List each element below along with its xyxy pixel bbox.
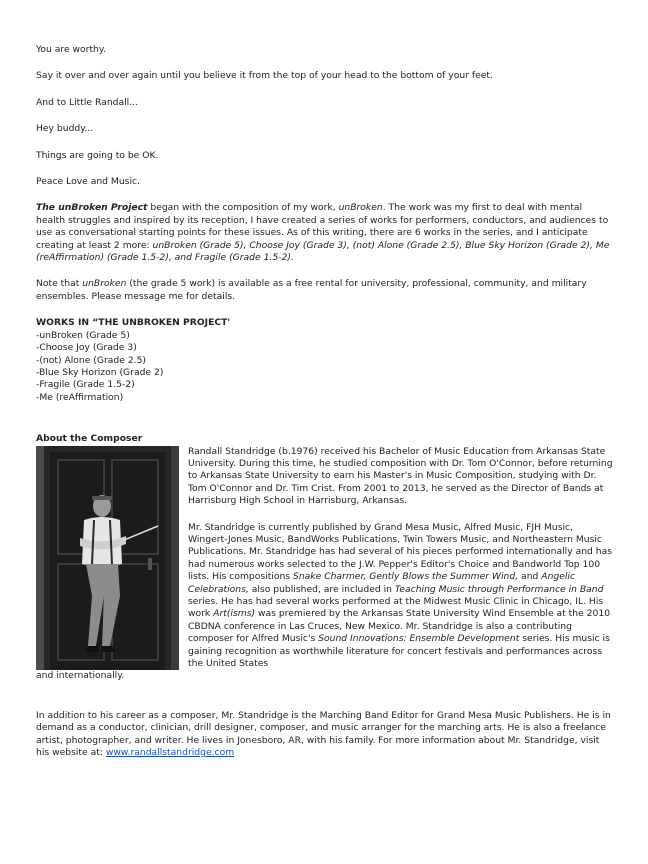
closing-paragraph: In addition to his career as a composer, Mr. Standridge is the Marching Band Editor for Grand Mesa Music Publishers. He is in demand as a conductor, clinician, drill designer, composer, and music arranger for the marching arts. He is also a freelance artist, photographer, and writer. He lives in Jonesboro, AR, with his family. For more information about Mr. Standridge, visit his website at: www.randallstandridge.com — [36, 709, 611, 759]
about-heading: About the Composer — [36, 433, 143, 445]
project-title: The unBroken Project — [36, 202, 148, 214]
composer-photo — [36, 446, 179, 670]
intro-line-3: And to Little Randall... — [36, 96, 138, 108]
about-text-column — [188, 446, 614, 671]
about-paragraph-1: Randall Standridge (b.1976) received his Bachelor of Music Education from Arkansas State University. During this time, he studied composition with Dr. Tom O'Connor, before returning to Arkansas State University to earn his Master's in Music Composition, studying with Dr. Tom O'Connor and Dr. Tim Crist. From 2001 to 2013, he served as the Director of Bands at Harrisburg High School in Harrisburg, Arkansas. — [188, 445, 613, 507]
intro-line-6: Peace Love and Music. — [36, 176, 140, 188]
intro-line-2: Say it over and over again until you believe it from the top of your head to the bottom of your feet. — [36, 70, 493, 82]
works-item: -Blue Sky Horizon (Grade 2) — [36, 366, 164, 378]
intro-line-5: Things are going to be OK. — [36, 149, 159, 161]
intro-line-1: You are worthy. — [36, 44, 106, 55]
composer-photo-image — [36, 446, 179, 670]
works-heading: WORKS IN “THE UNBROKEN PROJECT' — [36, 317, 231, 329]
about-paragraph-2: Mr. Standridge is currently published by Grand Mesa Music, Alfred Music, FJH Music, Wingert-Jones Music, BandWorks Publications, Twin Towers Music, and Northeastern Music Publications. Mr. Standridge has had several of his pieces performed internationally and has had numerous works selected to the J.W. Pepper's Editor's Choice and Bandworld Top 100 lists. His compositions Snake Charmer, Gently Blows the Summer Wind, and Angelic Celebrations, also published, are included in Teaching Music through Performance in Band series. He has had several works performed at the Midwest Music Clinic in Chicago, IL. His work Art(isms) was premiered by the Arkansas State University Wind Ensemble at the 2010 CBDNA conference in Las Cruces, New Mexico. Mr. Standridge is also a contributing composer for Alfred Music's Sound Innovations: Ensemble Development series. His music is gaining recognition as worthwhile literature for concert festivals and performances across the United States — [188, 521, 613, 670]
about-section — [36, 433, 614, 683]
works-item: -Me (reAffirmation) — [36, 391, 124, 403]
works-item: -unBroken (Grade 5) — [36, 329, 130, 341]
project-paragraph: The unBroken Project began with the composition of my work, unBroken. The work was my first to deal with mental health struggles and inspired by its reception, I have created a series of works for performers, conductors, and audiences to use as conversational starting points for these issues. As of this writing, there are 6 works in the series, and I anticipate creating at least 2 more: unBroken (Grade 5), Choose Joy (Grade 3), (not) Alone (Grade 2.5), Blue Sky Horizon (Grade 2), Me (reAffirmation) (Grade 1.5-2), and Fragile (Grade 1.5-2). — [36, 202, 610, 264]
rental-note: Note that unBroken (the grade 5 work) is available as a free rental for university, professional, community, and military ensembles. Please message me for details. — [36, 278, 587, 302]
about-paragraph-2-end: and internationally. — [36, 670, 125, 682]
project-works-list: unBroken (Grade 5), Choose Joy (Grade 3), (not) Alone (Grade 2.5), Blue Sky Horizon (Grade 2), Me (reAffirmation) (Grade 1.5-2), and Fragile (Grade 1.5-2). — [36, 239, 610, 264]
document-page — [36, 44, 614, 759]
works-item: -Fragile (Grade 1.5-2) — [36, 379, 135, 391]
works-item: -(not) Alone (Grade 2.5) — [36, 354, 147, 366]
intro-line-4: Hey buddy... — [36, 123, 94, 135]
works-item: -Choose Joy (Grade 3) — [36, 342, 137, 354]
website-link[interactable]: www.randallstandridge.com — [105, 747, 235, 759]
